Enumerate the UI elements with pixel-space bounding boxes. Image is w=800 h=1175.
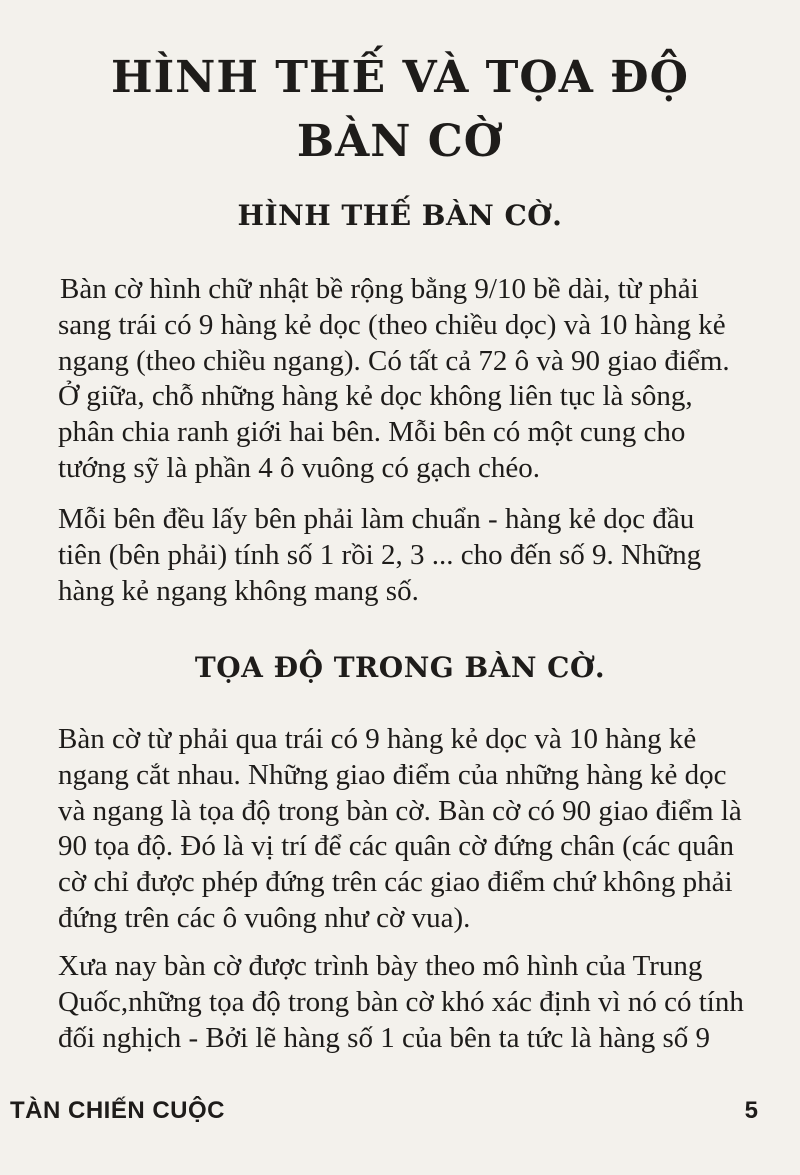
text-line: Mỗi bên đều lấy bên phải làm chuẩn - hàng kẻ dọc đầu [58,503,695,535]
page-number: 5 [744,1097,758,1124]
text-line: phân chia ranh giới hai bên. Mỗi bên có một cung cho [58,416,686,449]
paragraph-coordinates-1 [58,722,770,937]
text-line: Bàn cờ hình chữ nhật bề rộng bằng 9/10 bề dài, từ phải [60,273,699,305]
text-line: hàng kẻ ngang không mang số. [58,574,419,607]
paragraph-board-shape-1 [58,272,770,487]
text-line: Bàn cờ từ phải qua trái có 9 hàng kẻ dọc và 10 hàng kẻ [58,723,697,755]
page-title-line-1: HÌNH THẾ VÀ TỌA ĐỘ [111,52,689,103]
text-line: tiên (bên phải) tính số 1 rồi 2, 3 ... cho đến số 9. Những [58,538,702,571]
page-title-line-2: BÀN CỜ [296,116,504,167]
text-line: đối nghịch - Bởi lẽ hàng số 1 của bên ta tức là hàng số 9 [58,1021,710,1054]
paragraph-coordinates-2 [58,949,770,1056]
text-line: Quốc,những tọa độ trong bàn cờ khó xác định vì nó có tính [58,985,744,1018]
text-line: sang trái có 9 hàng kẻ dọc (theo chiều dọc) và 10 hàng kẻ [58,308,726,341]
paragraph-board-shape-2 [58,502,770,609]
text-line: cờ chỉ được phép đứng trên các giao điểm chứ không phải [58,866,733,899]
running-footer-book-title: TÀN CHIẾN CUỘC [10,1097,225,1124]
text-line: và ngang là tọa độ trong bàn cờ. Bàn cờ có 90 giao điểm là [58,794,742,827]
text-line: Xưa nay bàn cờ được trình bày theo mô hình của Trung [58,950,703,982]
text-line: 90 tọa độ. Đó là vị trí để các quân cờ đứng chân (các quân [58,830,735,863]
section-heading-board-shape: HÌNH THẾ BÀN CỜ. [237,199,563,232]
text-line: đứng trên các ô vuông như cờ vua). [58,901,471,934]
text-line: Ở giữa, chỗ những hàng kẻ dọc không liên tục là sông, [58,380,693,413]
text-line: ngang (theo chiều ngang). Có tất cả 72 ô và 90 giao điểm. [58,344,730,377]
text-line: tướng sỹ là phần 4 ô vuông có gạch chéo. [58,451,541,484]
text-line: ngang cắt nhau. Những giao điểm của những hàng kẻ dọc [58,758,727,791]
section-heading-coordinates: TỌA ĐỘ TRONG BÀN CỜ. [194,651,606,684]
